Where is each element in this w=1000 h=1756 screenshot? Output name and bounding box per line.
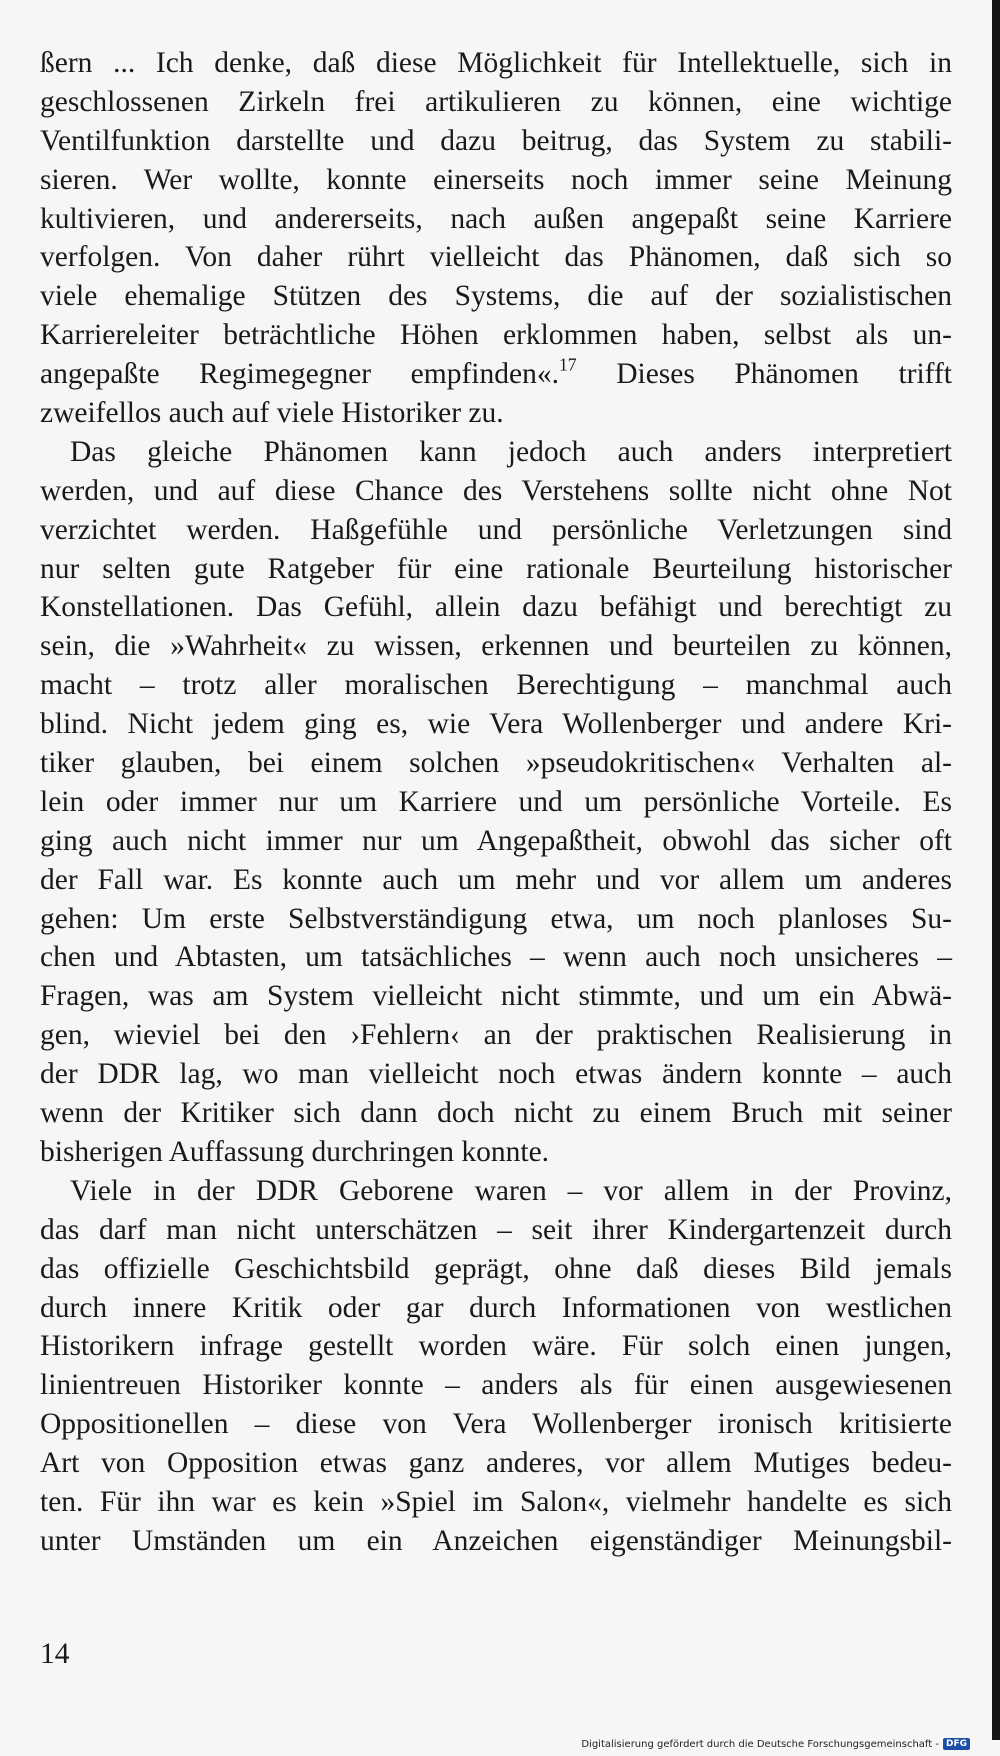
text-line: sein, die »Wahrheit« zu wissen, erkennen und beurteilen zu können, (40, 630, 952, 663)
text-line: werden, und auf diese Chance des Verstehens sollte nicht ohne Not (40, 474, 952, 507)
text-line: gen, wieviel bei den ›Fehlern‹ an der praktischen Realisierung in (40, 1019, 952, 1052)
text-line: Das gleiche Phänomen kann jedoch auch anders interpretiert (70, 435, 952, 468)
text-line: unter Umständen um ein Anzeichen eigenständiger Meinungsbil- (40, 1524, 952, 1557)
text-line: das darf man nicht unterschätzen – seit ihrer Kindergartenzeit durch (40, 1213, 952, 1246)
text-line: sieren. Wer wollte, konnte einerseits noch immer seine Meinung (40, 163, 952, 196)
text-line: viele ehemalige Stützen des Systems, die auf der sozialistischen (40, 280, 952, 313)
text-line: ging auch nicht immer nur um Angepaßtheit, obwohl das sicher oft (40, 824, 952, 857)
text-line: Karriereleiter beträchtliche Höhen erklommen haben, selbst als un- (40, 319, 952, 352)
text-line: Konstellationen. Das Gefühl, allein dazu befähigt und berechtigt zu (40, 591, 952, 624)
text-line: Art von Opposition etwas ganz anderes, vor allem Mutiges bedeu- (40, 1447, 952, 1480)
text-line-part: angepaßte Regimegegner empfinden«. (40, 358, 559, 391)
text-line: ßern ... Ich denke, daß diese Möglichkeit für Intellektuelle, sich in (40, 47, 952, 79)
text-line: zweifellos auch auf viele Historiker zu. (40, 397, 504, 430)
text-line: Viele in der DDR Geborene waren – vor allem in der Provinz, (70, 1174, 952, 1207)
text-line: geschlossenen Zirkeln frei artikulieren zu können, eine wichtige (40, 85, 952, 118)
dfg-logo: DFG (943, 1738, 970, 1750)
text-line-with-footnote (40, 355, 952, 394)
text-line: durch innere Kritik oder gar durch Informationen von westlichen (40, 1291, 952, 1324)
text-line: bisherigen Auffassung durchringen konnte. (40, 1135, 550, 1168)
digitization-footer (581, 1736, 970, 1752)
text-line: tiker glauben, bei einem solchen »pseudokritischen« Verhalten al- (40, 747, 952, 780)
text-line: wenn der Kritiker sich dann doch nicht zu einem Bruch mit seiner (40, 1097, 952, 1130)
text-line: linientreuen Historiker konnte – anders als für einen ausgewiesenen (40, 1369, 952, 1402)
text-line: blind. Nicht jedem ging es, wie Vera Wollenberger und andere Kri- (40, 708, 952, 741)
text-line: gehen: Um erste Selbstverständigung etwa, um noch planloses Su- (40, 902, 952, 935)
text-line: Historikern infrage gestellt worden wäre. Für solch einen jungen, (40, 1330, 952, 1363)
page-number: 14 (40, 1638, 70, 1670)
text-line: der DDR lag, wo man vielleicht noch etwas ändern konnte – auch (40, 1058, 952, 1091)
body-text (40, 44, 952, 1561)
text-line: lein oder immer nur um Karriere und um persönliche Vorteile. Es (40, 785, 952, 818)
footnote-marker: 17 (558, 354, 577, 375)
text-line: Oppositionellen – diese von Vera Wollenberger ironisch kritisierte (40, 1408, 952, 1441)
text-line-part: Dieses Phänomen trifft (616, 358, 952, 391)
text-line: chen und Abtasten, um tatsächliches – wenn auch noch unsicheres – (40, 941, 952, 974)
text-line: verzichtet werden. Haßgefühle und persönliche Verletzungen sind (40, 513, 952, 546)
text-line: das offizielle Geschichtsbild geprägt, ohne daß dieses Bild jemals (40, 1252, 952, 1285)
text-line: Fragen, was am System vielleicht nicht stimmte, und um ein Abwä- (40, 980, 952, 1013)
text-line: ten. Für ihn war es kein »Spiel im Salon«, vielmehr handelte es sich (40, 1485, 952, 1518)
text-line: kultivieren, und andererseits, nach außen angepaßt seine Karriere (40, 202, 952, 235)
page-edge-shadow (992, 0, 1000, 1740)
text-line: nur selten gute Ratgeber für eine rationale Beurteilung historischer (40, 552, 952, 585)
text-line: der Fall war. Es konnte auch um mehr und vor allem um anderes (40, 863, 952, 896)
text-line: Ventilfunktion darstellte und dazu beitrug, das System zu stabili- (40, 124, 952, 157)
footer-text: Digitalisierung gefördert durch die Deutsche Forschungsgemeinschaft - (581, 1738, 939, 1750)
text-line: verfolgen. Von daher rührt vielleicht das Phänomen, daß sich so (40, 241, 952, 274)
text-line: macht – trotz aller moralischen Berechtigung – manchmal auch (40, 669, 952, 702)
